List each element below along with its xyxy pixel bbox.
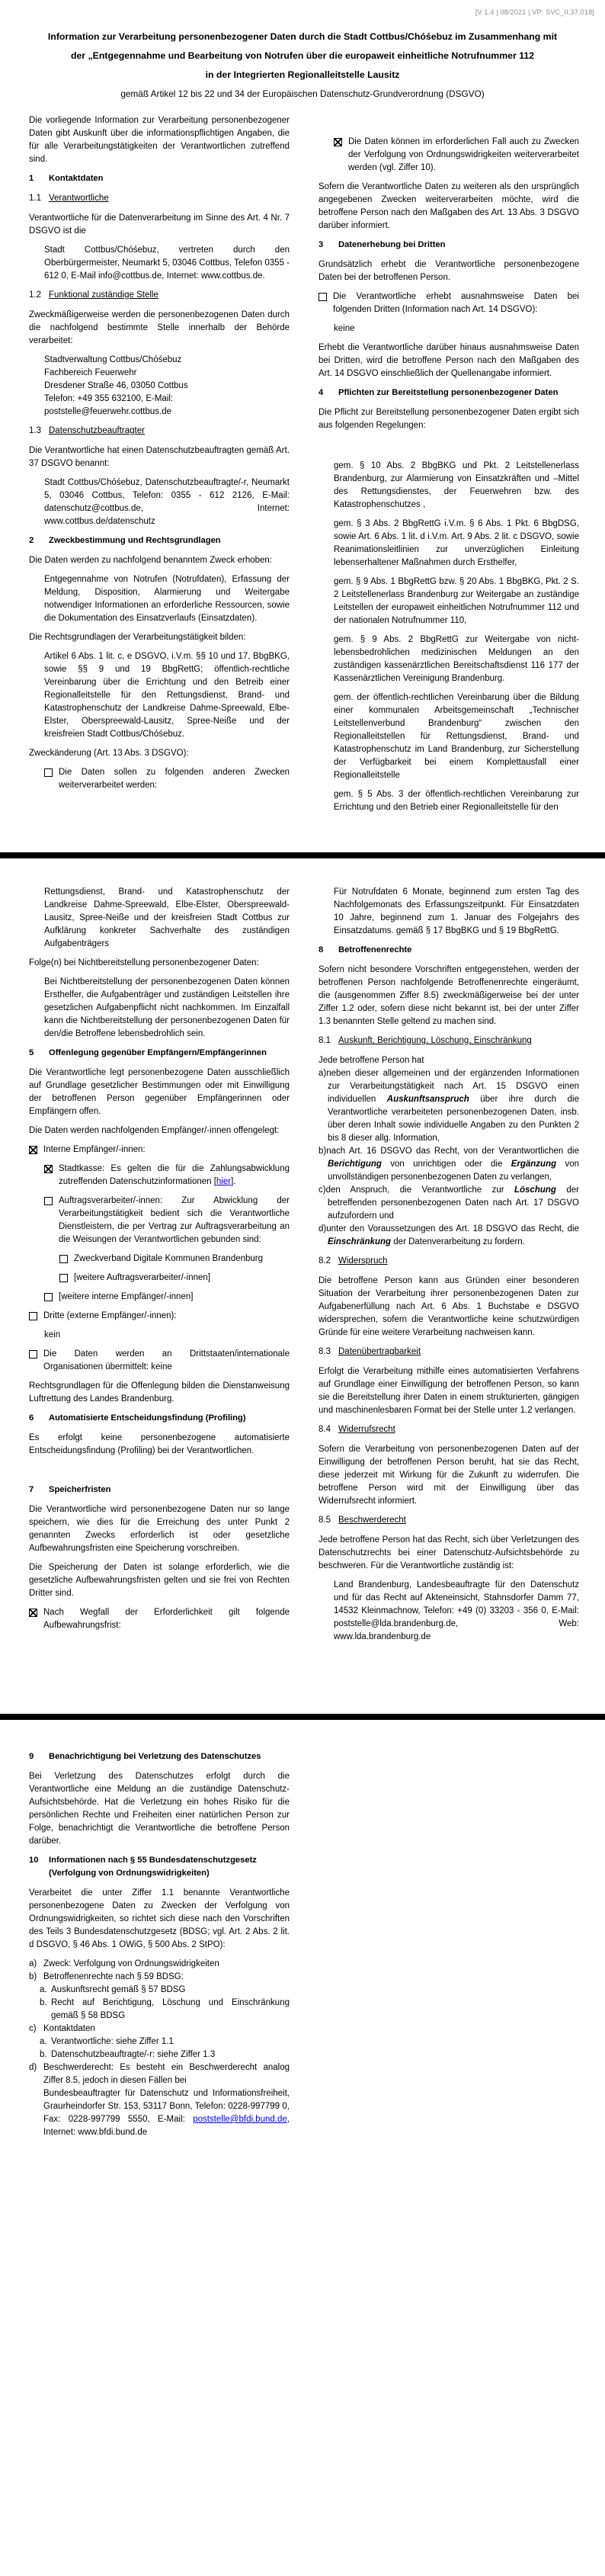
- checkbox-third-party-collection: [319, 290, 579, 316]
- link-bfdi-email[interactable]: poststelle@bfdi.bund.de: [193, 2115, 287, 2124]
- page-divider: [0, 852, 605, 858]
- section-number: 8: [319, 945, 324, 954]
- page1-columns: [0, 114, 605, 820]
- checkbox-label: [weitere interne Empfänger/-innen]: [59, 1292, 194, 1301]
- list-text: Datenschutzbeauftragte/-r: siehe Ziffer 1.3: [51, 2050, 216, 2059]
- section-number: 8.2: [319, 1256, 331, 1266]
- section-title: Funktional zuständige Stelle: [49, 290, 158, 300]
- list-marker: d): [29, 2063, 37, 2072]
- item-text: b)nach Art. 16 DSGVO das Recht, von der Verantwortlichen die: [319, 1147, 579, 1156]
- list-item-c-a: [40, 2035, 290, 2048]
- section-number: 10: [29, 1856, 39, 1865]
- section-title: Kontaktdaten: [49, 174, 104, 183]
- paragraph: Die Daten werden nachfolgenden Empfänger/-innen offengelegt:: [29, 1126, 280, 1135]
- checkbox-stadtkasse: [44, 1163, 290, 1189]
- checkbox-unchecked-icon: [59, 1255, 68, 1263]
- item-text: c)den Anspruch, die Verantwortliche zur: [319, 1185, 514, 1195]
- checkbox-label: Die Daten werden an Drittstaaten/internationale Organisationen übermittelt: keine: [43, 1349, 290, 1371]
- dpo-address: Stadt Cottbus/Chóśebuz, Datenschutzbeauftragte/-r, Neumarkt 5, 03046 Cottbus, Telefon: 0355 - 612 2126, E-Mail: datenschutz@cottbus.de, Internet: www.cottbus.de/datenschutz: [44, 478, 290, 526]
- checkbox-unchecked-icon: [29, 1350, 37, 1359]
- title-line-1: Information zur Verarbeitung personenbezogener Daten durch die Stadt Cottbus/Chóśebuz im Zusammenhang mit: [47, 31, 558, 42]
- checkbox-third-countries: [29, 1348, 290, 1374]
- list-text: Kontaktdaten: [43, 2024, 95, 2033]
- right-item-d: [319, 1223, 579, 1249]
- none-value: kein: [44, 1330, 61, 1339]
- checkbox-label: Nach Wegfall der Erforderlichkeit gilt folgende Aufbewahrungsfrist:: [43, 1608, 290, 1630]
- paragraph: Zweckmäßigerweise werden die personenbezogenen Daten durch die nachfolgend bestimmte Stelle innerhalb der Behörde verarbeitet:: [29, 310, 290, 345]
- section-10-heading: [29, 1854, 290, 1880]
- list-marker: c): [29, 2024, 37, 2033]
- address-line: Stadtverwaltung Cottbus/Chóśebuz: [44, 355, 182, 364]
- item-text: d)unter den Voraussetzungen des Art. 18 DSGVO das Recht, die: [319, 1224, 579, 1233]
- section-number: 2: [29, 536, 34, 545]
- regulation-paragraph: gem. § 9 Abs. 2 BbgRettG zur Weitergabe von nicht-lebensbedrohlichen medizinischen Meldungen an den zuständigen kassenärztlichen Bereitschaftsdienst 116 177 der Kassenärztlichen Vereinigung Brandenburg.: [334, 635, 579, 683]
- paragraph: Jede betroffene Person hat das Recht, sich über Verletzungen des Datenschutzrechts bei einer Datenschutz-Aufsichtsbehörde zu beschweren. Für die Verantwortliche zuständig ist:: [319, 1535, 579, 1570]
- checkbox-unchecked-icon: [319, 293, 327, 301]
- section-title: Betroffenenrechte: [338, 945, 412, 954]
- checkbox-label: [weitere Auftragsverarbeiter/-innen]: [74, 1273, 210, 1282]
- title-line-3: in der Integrierten Regionalleitstelle Lausitz: [205, 69, 400, 80]
- section-5-heading: [29, 1047, 290, 1060]
- paragraph: Die Verantwortliche wird personenbezogene Daten nur so lange speichern, wie dies für die Erreichung des unter Punkt 2 genannten Zwecks erforderlich ist oder gesetzliche Aufbewahrungsfristen eine Speicherung vorschreiben.: [29, 1505, 290, 1553]
- paragraph: Die Verantwortliche legt personenbezogene Daten ausschließlich auf Grundlage gesetzlicher Bestimmungen oder mit Einwilligung der betroffenen Person gegenüber Empfängerinnen oder Empfängern offen.: [29, 1068, 290, 1116]
- page-3: [0, 1720, 605, 2576]
- section-title: Informationen nach § 55 Bundesdatenschutzgesetz (Verfolgung von Ordnungswidrigkeiten): [49, 1856, 257, 1878]
- page2-left-column: [29, 886, 290, 1650]
- item-text: der betreffenden personenbezogenen Daten nach Art. 17 DSGVO aufzufordern und: [328, 1185, 579, 1221]
- list-text: Auskunftsrecht gemäß § 57 BDSG: [51, 1985, 186, 1994]
- address-line: Dresdener Straße 46, 03050 Cottbus: [44, 381, 188, 390]
- section-number: 8.4: [319, 1425, 331, 1434]
- consequences-paragraph: Bei Nichtbereitstellung der personenbezogenen Daten können Ersthelfer, die Aufgabenträger und zuständigen Leitstellen ihre gesetzlichen Aufgabenpflicht nicht nachkommen. Im Einzalfall kann die Nichtbereitstellung der personenbezogenen Daten für den/die Betroffene lebensbedrohlich sein.: [44, 977, 290, 1038]
- section-number: 1.3: [29, 426, 41, 435]
- item-text: von unrichtigen oder die: [381, 1160, 511, 1169]
- section-8-heading: [319, 944, 579, 957]
- section-3-heading: [319, 239, 579, 252]
- address-text: , Internet: www.bfdi.bund.de: [43, 2115, 290, 2137]
- page3-columns: [0, 1720, 605, 2139]
- section-number: 1.2: [29, 290, 41, 300]
- supervisory-authority-address: Land Brandenburg, Landesbeauftragte für den Datenschutz und für das Recht auf Akteneinsicht, Stahnsdorfer Damm 77, 14532 Kleinmachnow, Telefon: +49 (0) 33203 - 356 0, E-Mail: poststelle@lda.brandenburg.de, Web: www.lda.brandenburg.de: [334, 1580, 579, 1641]
- checkbox-unchecked-icon: [59, 1274, 68, 1282]
- emphasized-term: Löschung: [514, 1185, 556, 1195]
- checkbox-external-recipients: [29, 1310, 290, 1323]
- legal-basis-paragraph: Artikel 6 Abs. 1 lit. c, e DSGVO, i.V.m. §§ 10 und 17, BbgBKG, sowie §§ 9 und 19 BbgRettG; öffentlich-rechtliche Vereinbarung über die Errichtung und den Betreib einer Regionalleitstelle für den Rettungsdienst, Brand- und Katastrophenschutz der Landkreise Dahme-Spreewald, Elbe-Elster, Oberspreewald-Lausitz, Spree-Neiße und der kreisfreien Stadt Cottbus/Chóśebuz.: [44, 652, 290, 739]
- title-subtitle: gemäß Artikel 12 bis 22 und 34 der Europäischen Datenschutz-Grundverordnung (DSGVO): [120, 88, 485, 99]
- section-4-heading: [319, 387, 579, 399]
- section-title: Pflichten zur Bereitstellung personenbezogener Daten: [338, 388, 559, 397]
- section-title: Datenschutzbeauftragter: [49, 426, 145, 435]
- complaint-right-text: Beschwerderecht: Es besteht ein Beschwerderecht analog Ziffer 8.5, jedoch in diesen Fällen bei: [43, 2063, 290, 2085]
- label-text: ].: [231, 1177, 236, 1186]
- regulation-continuation: Rettungsdienst, Brand- und Katastrophenschutz der Landkreise Dahme-Spreewald, Elbe-Elster, Oberspreewald-Lausitz, Spree-Neiße und der kreisfreien Stadt Cottbus zur Aufklärung konkreter Sachverhalte des zuständigen Aufgabenträgers: [44, 887, 290, 948]
- section-8-1-heading: [319, 1035, 579, 1047]
- checkbox-more-internal: [44, 1291, 290, 1304]
- section-8-3-heading: [319, 1346, 579, 1359]
- section-title: Zweckbestimmung und Rechtsgrundlagen: [49, 536, 221, 545]
- list-item-b-b: [40, 1997, 290, 2023]
- emphasized-term: Berichtigung: [328, 1160, 382, 1169]
- list-item-b-a: [40, 1984, 290, 1997]
- section-number: 7: [29, 1485, 34, 1494]
- version-tag: [V 1.4 | 08/2021 | VP: SVC_II.37.018]: [475, 8, 594, 16]
- checkbox-unchecked-icon: [44, 1197, 53, 1205]
- paragraph: Verantwortliche für die Datenverarbeitung im Sinne des Art. 4 Nr. 7 DSGVO ist die: [29, 213, 290, 236]
- paragraph: Folge(n) bei Nichtbereitstellung personenbezogener Daten:: [29, 958, 259, 967]
- page2-columns: [0, 858, 605, 1650]
- checkbox-retention-period: [29, 1606, 290, 1632]
- section-title: Widerspruch: [338, 1256, 388, 1266]
- list-item-d: [29, 2061, 290, 2139]
- item-text: über ihre durch die Verantwortliche verarbeiteten personenbezogenen Daten, insb. über deren Inhalt sowie individuelle Angaben zu den Punkten 2 bis 8 dieser allg. Information,: [328, 1095, 579, 1143]
- link-hier[interactable]: hier: [216, 1177, 232, 1186]
- section-number: 8.1: [319, 1036, 331, 1045]
- paragraph: Die betroffene Person kann aus Gründen einer besonderen Situation der Verarbeitung ihrer personenbezogenen Daten zur Aufgabenerfüllung nach Art. 6 Abs. 1 Buchstabe e DSGVO widersprechen, sofern die Verantwortliche keine schutzwürdigen Gründe für eine weitere Verarbeitung nachweisen kann.: [319, 1276, 579, 1337]
- checkbox-label: Auftragsverarbeiter/-innen: Zur Abwicklung der Verarbeitungstätigkeit bedient sich die Verantwortliche Dienstleistern, die per Vertrag zur Auftragsverarbeitung an die Weisungen der Verantwortlichen gebunden sind:: [59, 1196, 290, 1244]
- section-number: 5: [29, 1048, 34, 1057]
- section-number: 4: [319, 388, 324, 397]
- paragraph: Bei Verletzung des Datenschutzes erfolgt durch die Verantwortliche eine Meldung an die zuständige Datenschutz-Aufsichtsbehörde. Hat die Verletzung ein hohes Risiko für die persönlichen Rechte und Freiheiten einer natürlichen Person zur Folge, benachrichtigt die Verantwortliche die betroffene Person darüber.: [29, 1772, 290, 1846]
- section-title: Beschwerderecht: [338, 1516, 406, 1525]
- paragraph: Jede betroffene Person hat: [319, 1056, 424, 1065]
- checkbox-more-processors: [59, 1272, 290, 1285]
- list-item-a: [29, 1958, 290, 1971]
- checkbox-checked-icon: [334, 138, 342, 146]
- right-item-b: [319, 1145, 579, 1184]
- responsible-address: Stadt Cottbus/Chóśebuz, vertreten durch den Oberbürgermeister, Neumarkt 5, 03046 Cottbus, Telefon 0355 - 612 0, E-Mail info@cottbus.de, Internet: www.cottbus.de.: [44, 245, 290, 281]
- page-1: [0, 0, 605, 852]
- checkbox-label: Dritte (externe Empfänger/-innen):: [43, 1311, 177, 1320]
- emphasized-term: Einschränkung: [328, 1237, 392, 1246]
- regulation-paragraph: gem. der öffentlich-rechtlichen Vereinbarung über die Bildung einer kommunalen Arbeitsgemeinschaft „Technischer Leitstellenverbund Brandenburg“ zwischen den Regionalleitstellen für Rettungsdienst, Brand- und Katastrophenschutz im Land Brandenburg, zur Sicherstellung der Verfügbarkeit bei einem Komplettausfall einer Regionalleitstelle: [334, 693, 579, 780]
- checkbox-label: Die Daten können im erforderlichen Fall auch zu Zwecken der Verfolgung von Ordnungswidrigkeiten weiterverarbeitet werden (vgl. Ziffer 10).: [348, 137, 579, 172]
- section-title: Speicherfristen: [49, 1485, 111, 1494]
- paragraph: Die Speicherung der Daten ist solange erforderlich, wie die gesetzliche Aufbewahrungsfristen gelten und sie frei von Rechten Dritter sind.: [29, 1563, 290, 1598]
- section-6-heading: [29, 1412, 290, 1425]
- right-item-c: [319, 1184, 579, 1223]
- none-value: keine: [334, 324, 355, 333]
- checkbox-other-purposes: [44, 766, 290, 792]
- checkbox-zweckverband: [59, 1253, 290, 1266]
- emphasized-term: Ergänzung: [511, 1160, 557, 1169]
- checkbox-internal-recipients: [29, 1144, 290, 1156]
- section-8-4-heading: [319, 1423, 579, 1436]
- purpose-paragraph: Entgegennahme von Notrufen (Notrufdaten), Erfassung der Meldung, Disposition, Alarmierung und Weitergabe notwendiger Informationen an erforderliche Ressourcen, sowie die Dokumentation des Einsatzverlaufs (Einsatzdaten).: [44, 575, 290, 623]
- checkbox-label: Interne Empfänger/-innen:: [43, 1145, 146, 1154]
- checkbox-label: Die Verantwortliche erhebt ausnahmsweise Daten bei folgenden Dritten (Information nach Art. 14 DSGVO):: [333, 292, 579, 314]
- page-divider: [0, 1714, 605, 1720]
- checkbox-unchecked-icon: [29, 1312, 37, 1320]
- section-title: Datenerhebung bei Dritten: [338, 240, 446, 249]
- section-number: 3: [319, 240, 324, 249]
- paragraph: Erhebt die Verantwortliche darüber hinaus ausnahmsweise Daten bei Dritten, wird die betroffene Person nach den Maßgaben des Art. 14 DSGVO einschließlich der Quellenangabe informiert.: [319, 343, 579, 378]
- page2-right-column: [319, 886, 579, 1650]
- section-1-3-heading: [29, 425, 290, 438]
- checkbox-processors: [44, 1195, 290, 1246]
- section-9-heading: [29, 1750, 290, 1763]
- section-number: 1.1: [29, 194, 41, 203]
- retention-details: Für Notrufdaten 6 Monate, beginnend zum ersten Tag des Nachfolgemonats des Erfassungszeitpunkt. Für Einsatzdaten 10 Jahre, beginnend zum 1. Januar des Folgejahrs des Einsatzdatums. gemäß § 17 BbgBKG und § 19 BbgRettG.: [334, 887, 579, 935]
- list-text: Betroffenenrechte nach § 59 BDSG:: [43, 1972, 184, 1981]
- checkbox-checked-icon: [44, 1165, 53, 1173]
- section-number: 8.5: [319, 1516, 331, 1525]
- item-text: der Datenverarbeitung zu fordern.: [391, 1237, 525, 1246]
- list-marker: b.: [40, 1998, 47, 2007]
- section-title: Benachrichtigung bei Verletzung des Datenschutzes: [49, 1752, 261, 1761]
- address-line: Fachbereich Feuerwehr: [44, 368, 137, 377]
- section-1-1-heading: [29, 192, 290, 205]
- section-title: Verantwortliche: [49, 194, 109, 203]
- section-number: 8.3: [319, 1347, 331, 1356]
- paragraph: Sofern die Verarbeitung von personenbezogenen Daten auf der Einwilligung der betroffenen Person beruht, hat sie das Recht, diese jederzeit mit Wirkung für die Zukunft zu widerrufen. Die betroffene Person wird mit der Einwilligung über das Widerrufsrecht informiert.: [319, 1445, 579, 1506]
- checkbox-label: [59, 1163, 290, 1189]
- paragraph: Rechtsgrundlagen für die Offenlegung bilden die Dienstanweisung Luftrettung des Landes Brandenburg.: [29, 1381, 290, 1403]
- paragraph: Zweckänderung (Art. 13 Abs. 3 DSGVO):: [29, 749, 189, 758]
- address-text: Bundesbeauftragter für Datenschutz und Informationsfreiheit, Graurheindorfer Str. 153, 53117 Bonn, Telefon: 0228-997799 0, Fax: 0228-997799 5550, E-Mail:: [43, 2089, 290, 2124]
- list-marker: a.: [40, 2037, 47, 2046]
- paragraph: Erfolgt die Verarbeitung mithilfe eines automatisierten Verfahrens auf Grundlage einer Einwilligung der betroffenen Person, so kann sie die Bereitstellung ihrer Daten in einem strukturierten, gängigen und maschinenlesbaren Format bei der Stelle unter 1.2 verlangen.: [319, 1367, 579, 1415]
- section-title: Auskunft, Berichtigung, Löschung, Einschränkung: [338, 1036, 532, 1045]
- list-text: Zweck: Verfolgung von Ordnungswidrigkeiten: [43, 1959, 219, 1968]
- list-text: Verantwortliche: siehe Ziffer 1.1: [51, 2037, 174, 2046]
- checkbox-unchecked-icon: [44, 1293, 53, 1301]
- label-text: Stadtkasse: Es gelten die für die Zahlungsabwicklung zutreffenden Datenschutzinformationen [: [59, 1164, 290, 1186]
- regulation-paragraph: gem. § 10 Abs. 2 BbgBKG und Pkt. 2 Leitstellenerlass Brandenburg, zur Alarmierung von Einsatzkräften und –Mittel des Rettungsdienstes, der Feuerwehren bzw. des Katastrophenschutzes ,: [334, 461, 579, 509]
- section-7-heading: [29, 1484, 290, 1497]
- paragraph: Die Pflicht zur Bereitstellung personenbezogener Daten ergibt sich aus folgenden Regelungen:: [319, 408, 579, 430]
- page3-left-column: [29, 1747, 290, 2139]
- regulation-paragraph: gem. § 3 Abs. 2 BbgRettG i.V.m. § 6 Abs. 1 Pkt. 6 BbgDSG, sowie Art. 6 Abs. 1 lit. d i.V.m. Art. 9 Abs. 2 lit. c DSGVO, sowie Reanimationsleitlinien zur unverzüglichen Einleitung lebenserhaltener Maßnahmen durch Ersthelfer,: [334, 519, 579, 567]
- regulation-paragraph: gem. § 9 Abs. 1 BbgRettG bzw. § 20 Abs. 1 BbgBKG, Pkt. 2 S. 2 Leitstellenerlass Brandenburg zur Weitergabe an zuständige Leitstellen der europaweit einheitlichen Notrufnummer 112 und der nationalen Notrufnummer 110,: [334, 577, 579, 625]
- regulation-paragraph: gem. § 5 Abs. 3 der öffentlich-rechtlichen Vereinbarung zur Errichtung und den Betrieb einer Regionalleitstelle für den: [334, 790, 579, 812]
- item-text: a)neben dieser allgemeinen und der ergänzenden Informationen zur Verarbeitungstätigkeit nach Art. 15 DSGVO einen individuellen: [319, 1069, 579, 1104]
- intro-paragraph: Die vorliegende Information zur Verarbeitung personenbezogener Daten gibt Auskunft über die informationspflichtigen Angaben, die für alle Verarbeitungstätigkeiten der Verantwortlichen zutreffend sind.: [29, 116, 290, 164]
- section-1-2-heading: [29, 289, 290, 302]
- paragraph: Sofern die Verantwortliche Daten zu weiteren als den ursprünglich angegebenen Zwecken weiterverarbeiten möchte, wird die betroffene Person nach den Maßgaben des Art. 13 Abs. 3 DSGVO darüber informiert.: [319, 182, 579, 230]
- checkbox-owi-reuse: [334, 136, 579, 175]
- list-marker: b): [29, 1972, 37, 1981]
- section-title: Datenübertragbarkeit: [338, 1347, 421, 1356]
- paragraph: Die Daten werden zu nachfolgend benanntem Zweck erhoben:: [29, 556, 273, 565]
- bfdi-address: [43, 2087, 290, 2139]
- section-title: Widerrufsrecht: [338, 1425, 395, 1434]
- page1-right-column: [319, 114, 579, 820]
- section-number: 1: [29, 174, 34, 183]
- checkbox-label: Die Daten sollen zu folgenden anderen Zwecken weiterverarbeitet werden:: [59, 768, 290, 790]
- list-text: [43, 2061, 290, 2139]
- section-1-heading: [29, 172, 290, 185]
- paragraph: Die Rechtsgrundlagen der Verarbeitungstätigkeit bilden:: [29, 633, 246, 642]
- page3-right-column: [319, 1747, 579, 2139]
- list-item-c: [29, 2023, 290, 2035]
- department-address: [44, 354, 290, 419]
- title-line-2: der „Entgegennahme und Bearbeitung von Notrufen über die europaweit einheitliche Notrufnummer 112: [70, 50, 535, 61]
- checkbox-checked-icon: [29, 1146, 37, 1154]
- paragraph: Es erfolgt keine personenbezogene automatisierte Entscheidungsfindung (Profiling) bei der Verantwortlichen.: [29, 1433, 290, 1455]
- section-number: 6: [29, 1413, 34, 1423]
- list-item-c-b: [40, 2048, 290, 2061]
- paragraph: Grundsätzlich erhebt die Verantwortliche personenbezogene Daten bei der betroffenen Person.: [319, 260, 579, 282]
- right-item-a: [319, 1067, 579, 1145]
- list-marker: a.: [40, 1985, 47, 1994]
- checkbox-unchecked-icon: [44, 768, 53, 777]
- checkbox-checked-icon: [29, 1609, 37, 1617]
- address-line: Telefon: +49 355 632100, E-Mail: poststelle@feuerwehr.cottbus.de: [44, 394, 174, 416]
- paragraph: Verarbeitet die unter Ziffer 1.1 benannte Verantwortliche personenbezogene Daten zu Zwecken der Verfolgung von Ordnungswidrigkeiten, so richtet sich diese nach den Vorschriften des Teils 3 Bundesdatenschutzgesetz (BDSG; vgl. Art. 2 Abs. 2 lit. d DSGVO, § 46 Abs. 1 OWiG, § 500 Abs. 2 StPO):: [29, 1888, 290, 1949]
- page1-left-column: [29, 114, 290, 820]
- page-2: [0, 858, 605, 1714]
- list-text: Recht auf Berichtigung, Löschung und Einschränkung gemäß § 58 BDSG: [51, 1998, 290, 2020]
- item-text: von unvollständigen personenbezogenen Daten zu verlangen,: [328, 1160, 579, 1182]
- emphasized-term: Auskunftsanspruch: [386, 1095, 469, 1104]
- list-marker: a): [29, 1959, 37, 1968]
- list-marker: b.: [40, 2050, 47, 2059]
- section-2-heading: [29, 534, 290, 547]
- section-number: 9: [29, 1752, 34, 1761]
- section-8-5-heading: [319, 1514, 579, 1527]
- list-item-b: [29, 1971, 290, 1984]
- checkbox-label: Zweckverband Digitale Kommunen Brandenburg: [74, 1254, 264, 1263]
- paragraph: Die Verantwortliche hat einen Datenschutzbeauftragten gemäß Art. 37 DSGVO benannt:: [29, 446, 290, 468]
- paragraph: Sofern nicht besondere Vorschriften entgegenstehen, werden der betroffenen Person nachfolgende Betroffenenrechte eingeräumt, die (ausgenommen Ziffer 8.5) zweckmäßigerweise bei der unter Ziffer 1.2 oder, sofern diese nicht bekannt ist, bei der unter Ziffer 1.3 benannten Stelle geltend zu machen sind.: [319, 965, 579, 1026]
- section-title: Offenlegung gegenüber Empfängern/Empfängerinnen: [49, 1048, 267, 1057]
- section-title: Automatisierte Entscheidungsfindung (Profiling): [49, 1413, 246, 1423]
- section-8-2-heading: [319, 1255, 579, 1268]
